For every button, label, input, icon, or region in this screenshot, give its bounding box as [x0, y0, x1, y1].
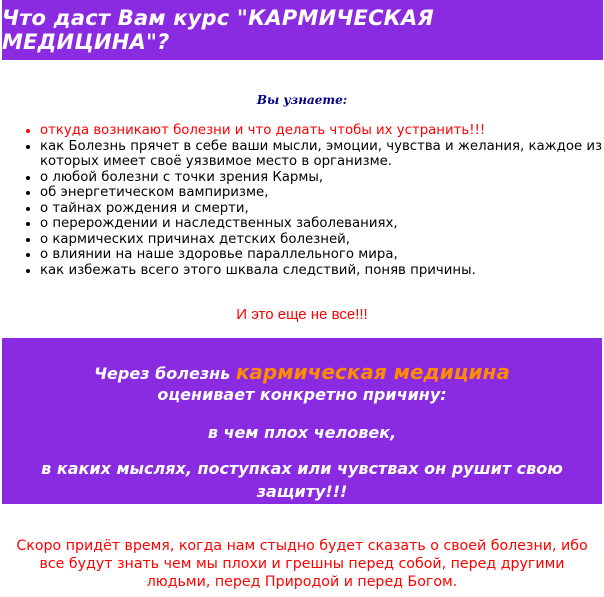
list-item: • о тайнах рождения и смерти, [40, 201, 604, 217]
highlight-line-2: оценивает конкретно причину: [157, 385, 447, 404]
list-item: • откуда возникают болезни и что делать чтобы их устранить!!! [40, 123, 604, 139]
closing-text: Скоро придёт время, когда нам стыдно будет сказать о своей болезни, ибо все будут знать чем мы плохи и грешны перед собой, перед другими людьми, перед Природой и перед Богом. [16, 538, 588, 590]
highlight-accent: кармическая медицина [235, 360, 510, 384]
list-item: • как избежать всего этого шквала следствий, поняв причины. [40, 263, 604, 279]
highlight-prefix: Через болезнь [94, 364, 236, 383]
list-item: • как Болезнь прячет в себе ваши мысли, эмоции, чувства и желания, каждое из которых имеет своё уязвимое место в организме. [40, 139, 604, 170]
title-banner [2, 0, 603, 60]
list-item: • о любой болезни с точки зрения Кармы, [40, 170, 604, 186]
list-item: • об энергетическом вампиризме, [40, 185, 604, 201]
highlight-line-4: в каких мыслях, поступках или чувствах он рушит свою защиту!!! [41, 459, 563, 501]
highlight-line-3: в чем плох человек, [207, 423, 397, 442]
page-title: Что даст Вам курс "КАРМИЧЕСКАЯ МЕДИЦИНА"? [2, 6, 434, 54]
learn-subtitle: Вы узнаете: [256, 93, 348, 107]
list-item: • о кармических причинах детских болезней, [40, 232, 604, 248]
not-all-text: И это еще не все!!! [236, 306, 368, 323]
list-item: • о перерождении и наследственных заболеваниях, [40, 216, 604, 232]
highlight-line-1 [2, 360, 602, 384]
list-item: • о влиянии на наше здоровье параллельного мира, [40, 247, 604, 263]
learn-list [22, 123, 604, 278]
highlight-box [2, 338, 602, 504]
